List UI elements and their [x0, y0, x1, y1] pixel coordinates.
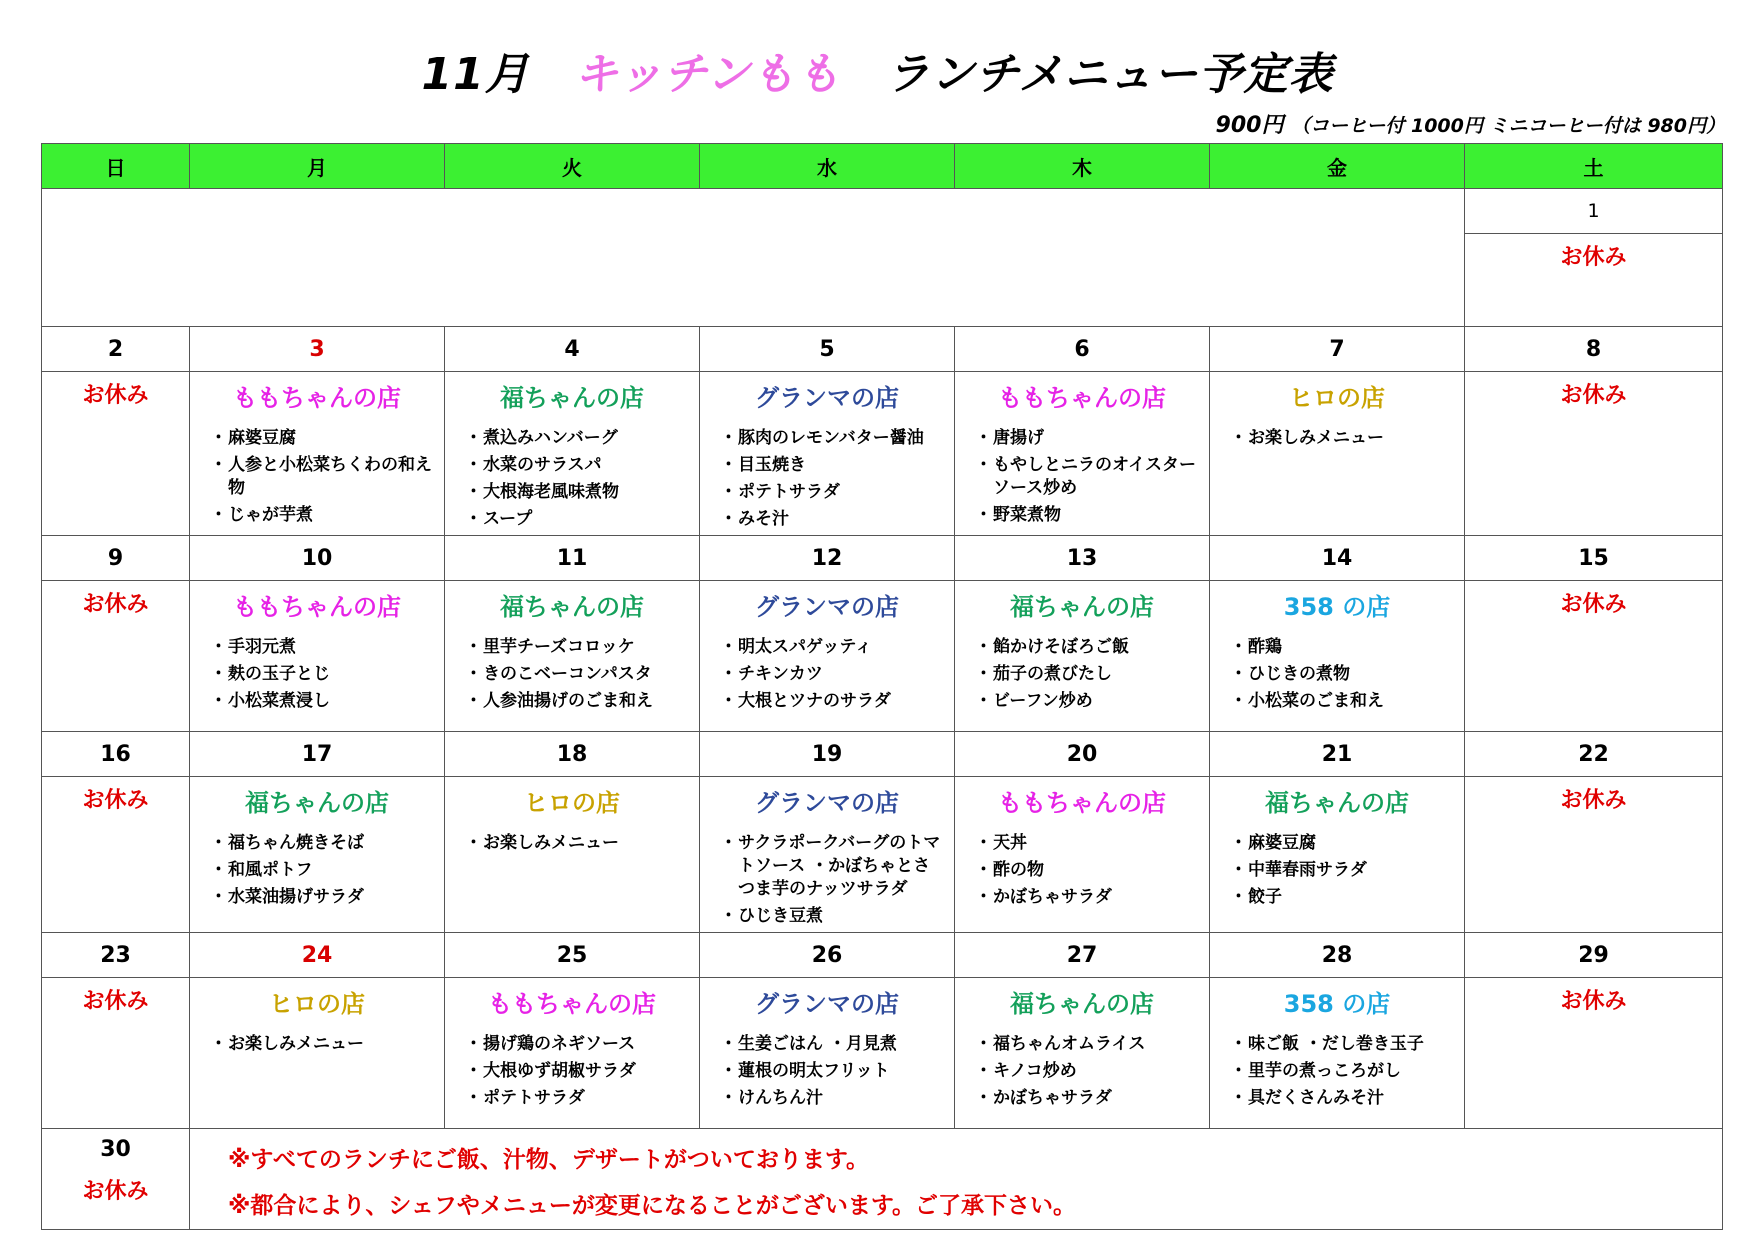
- weekday-thu: 木: [955, 144, 1210, 189]
- day-number-row: [42, 327, 1723, 372]
- closed-label: お休み: [1560, 788, 1627, 813]
- menu-item: ・ 揚げ鶏のネギソース: [465, 1033, 691, 1056]
- shop-name: 福ちゃんの店: [500, 593, 644, 621]
- menu-cell: [1465, 978, 1723, 1129]
- menu-item: ・ 餡かけそぼろご飯: [975, 636, 1201, 659]
- empty-days: [42, 189, 1465, 327]
- menu-item: ・ 生姜ごはん ・月見煮: [720, 1033, 946, 1056]
- weekday-sun: 日: [42, 144, 190, 189]
- menu-list: [700, 1033, 954, 1110]
- day-number-row: [42, 732, 1723, 777]
- day-number: 14: [1210, 536, 1465, 581]
- shop-name: 福ちゃんの店: [245, 789, 389, 817]
- day-number: 30: [100, 1137, 131, 1162]
- menu-item: ・ 大根とツナのサラダ: [720, 690, 946, 713]
- menu-item: ・ お楽しみメニュー: [465, 832, 691, 855]
- page-title: [0, 38, 1755, 102]
- menu-cell: [955, 372, 1210, 536]
- menu-item: ・ 大根ゆず胡椒サラダ: [465, 1060, 691, 1083]
- last-row: [42, 1129, 1723, 1230]
- shop-name: 福ちゃんの店: [500, 384, 644, 412]
- menu-item: ・ お楽しみメニュー: [1230, 427, 1456, 450]
- title-month: 11月: [421, 49, 530, 100]
- shop-name: ももちゃんの店: [998, 384, 1166, 412]
- weekday-wed: 水: [700, 144, 955, 189]
- day-number: 2: [42, 327, 190, 372]
- menu-cell: [1465, 581, 1723, 732]
- menu-cell: [190, 372, 445, 536]
- day-number: 25: [445, 933, 700, 978]
- day-number: 24: [190, 933, 445, 978]
- menu-list: [700, 636, 954, 713]
- menu-item: ・ けんちん汁: [720, 1087, 946, 1110]
- menu-cell: [1210, 978, 1465, 1129]
- menu-item: ・ 煮込みハンバーグ: [465, 427, 691, 450]
- menu-item: ・ 野菜煮物: [975, 504, 1201, 527]
- menu-list: [445, 636, 699, 713]
- menu-list: [445, 1033, 699, 1110]
- menu-item: ・ 味ご飯 ・だし巻き玉子: [1230, 1033, 1456, 1056]
- day-number: 16: [42, 732, 190, 777]
- title-shop: キッチンもも: [574, 49, 841, 100]
- shop-name: グランマの店: [755, 384, 899, 412]
- menu-cell: [955, 978, 1210, 1129]
- menu-item: ・ 餃子: [1230, 886, 1456, 909]
- closed-label: お休み: [82, 788, 149, 813]
- menu-row: [42, 777, 1723, 933]
- menu-item: ・ 福ちゃん焼きそば: [210, 832, 436, 855]
- menu-item: ・ 中華春雨サラダ: [1230, 859, 1456, 882]
- menu-item: ・ 明太スパゲッティ: [720, 636, 946, 659]
- day-number: 26: [700, 933, 955, 978]
- shop-name: グランマの店: [755, 789, 899, 817]
- closed-label: お休み: [1560, 245, 1627, 270]
- shop-name: ももちゃんの店: [233, 384, 401, 412]
- price-main: 900円: [1215, 113, 1284, 138]
- day-cell-1: [1465, 189, 1723, 327]
- menu-item: ・ キノコ炒め: [975, 1060, 1201, 1083]
- menu-list: [700, 832, 954, 928]
- menu-cell: [1465, 372, 1723, 536]
- menu-item: ・ みそ汁: [720, 508, 946, 531]
- menu-item: ・ お楽しみメニュー: [210, 1033, 436, 1056]
- menu-list: [445, 832, 699, 855]
- menu-item: ・ 酢の物: [975, 859, 1201, 882]
- weekday-header-row: [42, 144, 1723, 189]
- menu-cell: [445, 372, 700, 536]
- menu-item: ・ ポテトサラダ: [465, 1087, 691, 1110]
- shop-name: ももちゃんの店: [233, 593, 401, 621]
- menu-cell: [1465, 777, 1723, 933]
- menu-item: ・ 小松菜煮浸し: [210, 690, 436, 713]
- menu-list: [190, 832, 444, 909]
- menu-item: ・ 天丼: [975, 832, 1201, 855]
- calendar-table: [41, 143, 1723, 1230]
- menu-item: ・ 蓮根の明太フリット: [720, 1060, 946, 1083]
- menu-list: [955, 636, 1209, 713]
- menu-list: [955, 1033, 1209, 1110]
- day-number: 29: [1465, 933, 1723, 978]
- menu-item: ・ 里芋の煮っころがし: [1230, 1060, 1456, 1083]
- shop-name: ヒロの店: [269, 990, 365, 1018]
- menu-item: ・ ポテトサラダ: [720, 481, 946, 504]
- menu-cell: [1210, 581, 1465, 732]
- shop-name: 福ちゃんの店: [1010, 593, 1154, 621]
- day-number: 23: [42, 933, 190, 978]
- menu-cell: [42, 581, 190, 732]
- menu-cell: [1210, 777, 1465, 933]
- menu-item: ・ 麻婆豆腐: [1230, 832, 1456, 855]
- menu-cell: [700, 372, 955, 536]
- day-number: 28: [1210, 933, 1465, 978]
- weekday-fri: 金: [1210, 144, 1465, 189]
- menu-list: [955, 427, 1209, 527]
- menu-item: ・ 具だくさんみそ汁: [1230, 1087, 1456, 1110]
- day-number: 4: [445, 327, 700, 372]
- menu-list: [1210, 427, 1464, 450]
- shop-name: グランマの店: [755, 990, 899, 1018]
- menu-item: ・ じゃが芋煮: [210, 504, 436, 527]
- menu-item: ・ 里芋チーズコロッケ: [465, 636, 691, 659]
- shop-name: 358 の店: [1283, 593, 1391, 621]
- menu-item: ・ 人参油揚げのごま和え: [465, 690, 691, 713]
- day-number: 19: [700, 732, 955, 777]
- notes: [190, 1129, 1722, 1229]
- menu-item: ・ 酢鶏: [1230, 636, 1456, 659]
- day-number: 12: [700, 536, 955, 581]
- closed-label: お休み: [82, 1179, 149, 1204]
- menu-item: ・ かぼちゃサラダ: [975, 1087, 1201, 1110]
- menu-cell: [955, 581, 1210, 732]
- menu-list: [1210, 636, 1464, 713]
- menu-list: [190, 636, 444, 713]
- menu-cell: [445, 777, 700, 933]
- menu-item: ・ きのこベーコンパスタ: [465, 663, 691, 686]
- day-number: 8: [1465, 327, 1723, 372]
- menu-list: [955, 832, 1209, 909]
- note-line: ※すべてのランチにご飯、汁物、デザートがついております。: [228, 1147, 870, 1173]
- menu-item: ・ チキンカツ: [720, 663, 946, 686]
- shop-name: ももちゃんの店: [998, 789, 1166, 817]
- menu-item: ・ かぼちゃサラダ: [975, 886, 1201, 909]
- menu-list: [190, 1033, 444, 1056]
- day-number: 18: [445, 732, 700, 777]
- menu-cell: [190, 978, 445, 1129]
- day-number: 17: [190, 732, 445, 777]
- shop-name: グランマの店: [755, 593, 899, 621]
- note-line: ※都合により、シェフやメニューが変更になることがございます。ご了承下さい。: [228, 1193, 1077, 1219]
- menu-list: [700, 427, 954, 531]
- menu-list: [445, 427, 699, 531]
- menu-item: ・ 茄子の煮びたし: [975, 663, 1201, 686]
- menu-row: [42, 581, 1723, 732]
- shop-name: ヒロの店: [524, 789, 620, 817]
- menu-item: ・ 水菜のサラスパ: [465, 454, 691, 477]
- price-info: [1216, 108, 1725, 139]
- menu-item: ・ サクラポークバーグのトマトソース ・かぼちゃとさつま芋のナッツサラダ: [720, 832, 946, 901]
- menu-item: ・ 小松菜のごま和え: [1230, 690, 1456, 713]
- title-rest: ランチメニュー予定表: [885, 49, 1334, 100]
- shop-name: ヒロの店: [1289, 384, 1385, 412]
- day-number: 1: [1465, 189, 1722, 234]
- day-number: 11: [445, 536, 700, 581]
- day-number: 9: [42, 536, 190, 581]
- closed-label: お休み: [82, 383, 149, 408]
- menu-list: [190, 427, 444, 527]
- menu-item: ・ 目玉焼き: [720, 454, 946, 477]
- day-number-row: [42, 536, 1723, 581]
- menu-cell: [445, 581, 700, 732]
- closed-label: お休み: [82, 989, 149, 1014]
- menu-item: ・ 豚肉のレモンバター醤油: [720, 427, 946, 450]
- shop-name: 福ちゃんの店: [1265, 789, 1409, 817]
- menu-cell: [42, 777, 190, 933]
- notes-cell: [190, 1129, 1723, 1230]
- menu-cell: [700, 978, 955, 1129]
- menu-item: ・ 大根海老風味煮物: [465, 481, 691, 504]
- menu-cell: [1210, 372, 1465, 536]
- menu-item: ・ 唐揚げ: [975, 427, 1201, 450]
- menu-item: ・ ビーフン炒め: [975, 690, 1201, 713]
- weekday-tue: 火: [445, 144, 700, 189]
- menu-item: ・ 麻婆豆腐: [210, 427, 436, 450]
- menu-cell: [42, 372, 190, 536]
- day-number: 5: [700, 327, 955, 372]
- day-number: 15: [1465, 536, 1723, 581]
- closed-label: お休み: [1560, 592, 1627, 617]
- weeks-body: [42, 327, 1723, 1129]
- day-number: 22: [1465, 732, 1723, 777]
- day-number: 3: [190, 327, 445, 372]
- shop-name: ももちゃんの店: [488, 990, 656, 1018]
- shop-name: 358 の店: [1283, 990, 1391, 1018]
- menu-cell: [955, 777, 1210, 933]
- day-number: 21: [1210, 732, 1465, 777]
- menu-item: ・ 手羽元煮: [210, 636, 436, 659]
- menu-cell: [190, 581, 445, 732]
- day-cell-30: [42, 1129, 190, 1230]
- first-week-row: [42, 189, 1723, 327]
- menu-cell: [42, 978, 190, 1129]
- closed-label: お休み: [82, 592, 149, 617]
- menu-item: ・ 麸の玉子とじ: [210, 663, 436, 686]
- day-number: 20: [955, 732, 1210, 777]
- menu-item: ・ 人参と小松菜ちくわの和え物: [210, 454, 436, 500]
- menu-row: [42, 372, 1723, 536]
- menu-item: ・ スープ: [465, 508, 691, 531]
- day-number: 13: [955, 536, 1210, 581]
- menu-cell: [700, 581, 955, 732]
- weekday-sat: 土: [1465, 144, 1723, 189]
- menu-item: ・ ひじきの煮物: [1230, 663, 1456, 686]
- menu-cell: [190, 777, 445, 933]
- weekday-mon: 月: [190, 144, 445, 189]
- price-detail: （コーヒー付 1000円 ミニコーヒー付は 980円）: [1291, 115, 1725, 137]
- menu-list: [1210, 1033, 1464, 1110]
- day-number: 27: [955, 933, 1210, 978]
- closed-label: お休み: [1560, 989, 1627, 1014]
- menu-row: [42, 978, 1723, 1129]
- menu-item: ・ ひじき豆煮: [720, 905, 946, 928]
- shop-name: 福ちゃんの店: [1010, 990, 1154, 1018]
- menu-list: [1210, 832, 1464, 909]
- menu-cell: [700, 777, 955, 933]
- day-number: 6: [955, 327, 1210, 372]
- menu-item: ・ 和風ポトフ: [210, 859, 436, 882]
- menu-cell: [445, 978, 700, 1129]
- closed-label: お休み: [1560, 383, 1627, 408]
- day-number: 7: [1210, 327, 1465, 372]
- day-number-row: [42, 933, 1723, 978]
- day-number: 10: [190, 536, 445, 581]
- menu-item: ・ もやしとニラのオイスターソース炒め: [975, 454, 1201, 500]
- menu-item: ・ 福ちゃんオムライス: [975, 1033, 1201, 1056]
- menu-item: ・ 水菜油揚げサラダ: [210, 886, 436, 909]
